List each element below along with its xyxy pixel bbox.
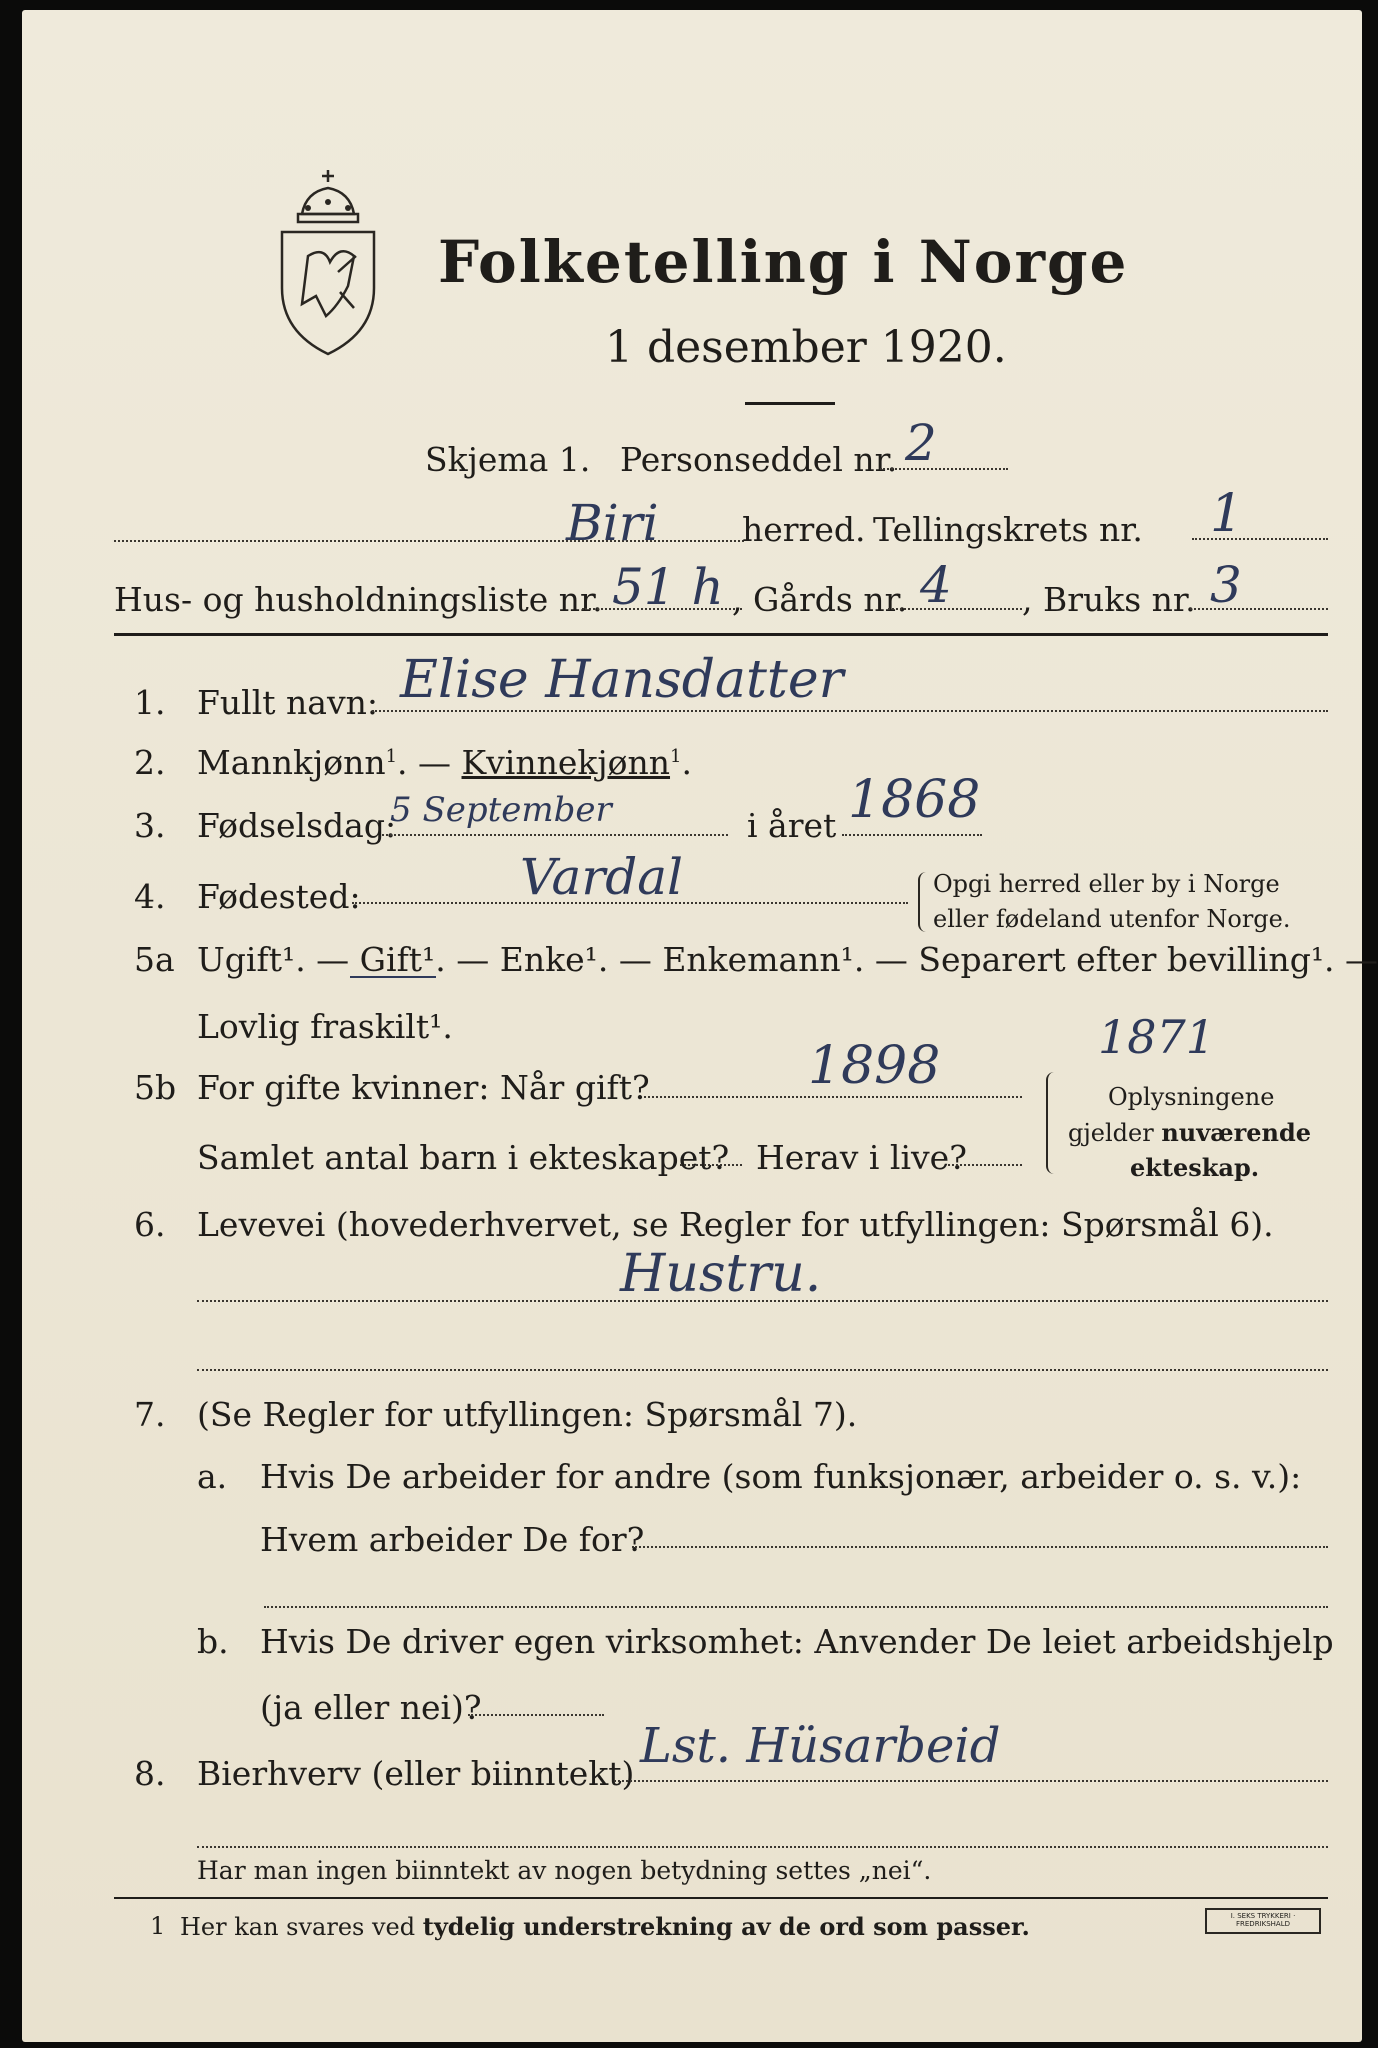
q8-label: Bierhverv (eller biinntekt)	[197, 1754, 635, 1793]
q7a-question: Hvem arbeider De for?	[260, 1520, 645, 1559]
q1-fullname-value[interactable]: Elise Hansdatter	[400, 650, 844, 710]
kvinnekjonn-option[interactable]: Kvinnekjønn	[461, 743, 671, 782]
margin-year-value: 1871	[1098, 1010, 1216, 1064]
marriage-year-value[interactable]: 1898	[808, 1036, 941, 1096]
q5b-note-brace	[1046, 1072, 1058, 1174]
biinntekt-note: Har man ingen biinntekt av nogen betydning settes „nei“.	[197, 1856, 932, 1885]
q2-separator: . —	[397, 743, 452, 782]
side-occupation-value[interactable]: Lst. Hüsarbeid	[640, 1718, 1001, 1774]
year-line	[842, 834, 982, 836]
q7a-letter: a.	[197, 1457, 228, 1496]
q5b-note-line3: ekteskap.	[1130, 1153, 1260, 1182]
q7b-letter: b.	[197, 1622, 229, 1661]
printer-stamp: I. SEKS TRYKKERI · FREDRIKSHALD	[1205, 1908, 1321, 1934]
q2-end: .	[681, 743, 692, 782]
q1-label: Fullt navn:	[197, 683, 378, 722]
q2-text: Mannkjønn$^1$. — Kvinnekjønn$^1$.	[197, 743, 692, 782]
birthday-value[interactable]: 5 September	[390, 790, 612, 830]
title-divider	[745, 402, 835, 405]
husholdningsliste-label: Hus- og husholdningsliste nr.	[114, 580, 603, 619]
birthplace-value[interactable]: Vardal	[520, 848, 684, 906]
q4-note-line1: Opgi herred eller by i Norge	[933, 870, 1280, 898]
q5b-note-gjelder: gjelder	[1068, 1119, 1162, 1147]
q7-number: 7.	[134, 1395, 166, 1434]
q8-line2	[197, 1846, 1328, 1848]
skjema-label: Skjema 1.	[425, 440, 591, 479]
marital-status-options[interactable]: Ugift¹. — Gift¹. — Enke¹. — Enkemann¹. — Separert efter bevilling¹. —	[197, 940, 1378, 979]
form-title: Folketelling i Norge	[438, 228, 1129, 296]
herred-value[interactable]: Biri	[566, 494, 659, 552]
q4-note-line2: eller fødeland utenfor Norge.	[933, 905, 1291, 933]
q5b-note-line1: Oplysningene	[1108, 1083, 1275, 1111]
q5b-note-bold: nuværende	[1161, 1118, 1312, 1147]
tellingskrets-value[interactable]: 1	[1210, 484, 1244, 544]
q8-line1	[614, 1780, 1328, 1782]
norwegian-coat-of-arms-icon	[268, 162, 388, 362]
header-rule	[114, 633, 1328, 636]
barn-line	[680, 1164, 742, 1166]
q4-number: 4.	[134, 877, 166, 916]
q7b-question: (ja eller nei)?	[260, 1688, 482, 1727]
bruks-label: , Bruks nr.	[1022, 580, 1196, 619]
q6-label: Levevei (hovederhvervet, se Regler for utfyllingen: Spørsmål 6).	[197, 1205, 1274, 1244]
q5b-label: For gifte kvinner: Når gift?	[197, 1068, 650, 1107]
gards-label: , Gårds nr.	[732, 580, 908, 619]
q1-number: 1.	[134, 683, 166, 722]
q5b-note-line2	[1068, 1118, 1311, 1147]
mannkjonn-option[interactable]: Mannkjønn	[197, 743, 386, 782]
q6-number: 6.	[134, 1205, 166, 1244]
personseddel-value[interactable]: 2	[905, 414, 937, 472]
q8-number: 8.	[134, 1754, 166, 1793]
live-line	[948, 1164, 1022, 1166]
census-date: 1 desember 1920.	[605, 322, 1007, 373]
footnote-text	[180, 1912, 1030, 1941]
footnote-text-a: Her kan svares ved	[180, 1913, 423, 1941]
q5a-number: 5a	[134, 940, 175, 979]
q4-label: Fødested:	[197, 877, 361, 916]
q7a-line1	[632, 1546, 1328, 1548]
q3-number: 3.	[134, 806, 166, 845]
q7-label: (Se Regler for utfyllingen: Spørsmål 7).	[197, 1395, 858, 1434]
q7b-line	[468, 1714, 604, 1716]
live-label: Herav i live?	[756, 1138, 967, 1177]
q5b-number: 5b	[134, 1068, 177, 1107]
q7a-line2	[264, 1606, 1328, 1608]
q7a-label: Hvis De arbeider for andre (som funksjonær, arbeider o. s. v.):	[260, 1457, 1302, 1496]
personseddel-line	[880, 468, 1008, 470]
q6-line2	[197, 1369, 1328, 1371]
occupation-value[interactable]: Hustru.	[620, 1244, 822, 1304]
q4-note-brace	[918, 872, 928, 932]
footer-rule	[114, 1897, 1328, 1899]
tellingskrets-label: Tellingskrets nr.	[873, 510, 1143, 549]
birth-year-value[interactable]: 1868	[848, 770, 981, 830]
herred-label: herred.	[742, 510, 866, 549]
q3-label: Fødselsdag:	[197, 806, 397, 845]
footnote-number: 1	[150, 1912, 166, 1940]
gift-underline	[350, 976, 436, 978]
q1-line	[372, 710, 1328, 712]
bruks-value[interactable]: 3	[1210, 556, 1242, 614]
gards-line	[888, 608, 1022, 610]
q3-line	[382, 834, 728, 836]
year-label: i året	[747, 806, 837, 845]
q2-number: 2.	[134, 743, 166, 782]
husholdningsliste-value[interactable]: 51 h	[612, 558, 724, 616]
footnote-text-b: tydelig understrekning av de ord som passer.	[422, 1912, 1030, 1941]
lovlig-fraskilt-option[interactable]: Lovlig fraskilt¹.	[197, 1007, 453, 1046]
gards-value[interactable]: 4	[920, 556, 952, 614]
personseddel-label: Personseddel nr.	[620, 440, 898, 479]
q7b-label: Hvis De driver egen virksomhet: Anvender De leiet arbeidshjelp	[260, 1622, 1334, 1661]
barn-label: Samlet antal barn i ekteskapet?	[197, 1138, 730, 1177]
q5b-line	[644, 1096, 1022, 1098]
